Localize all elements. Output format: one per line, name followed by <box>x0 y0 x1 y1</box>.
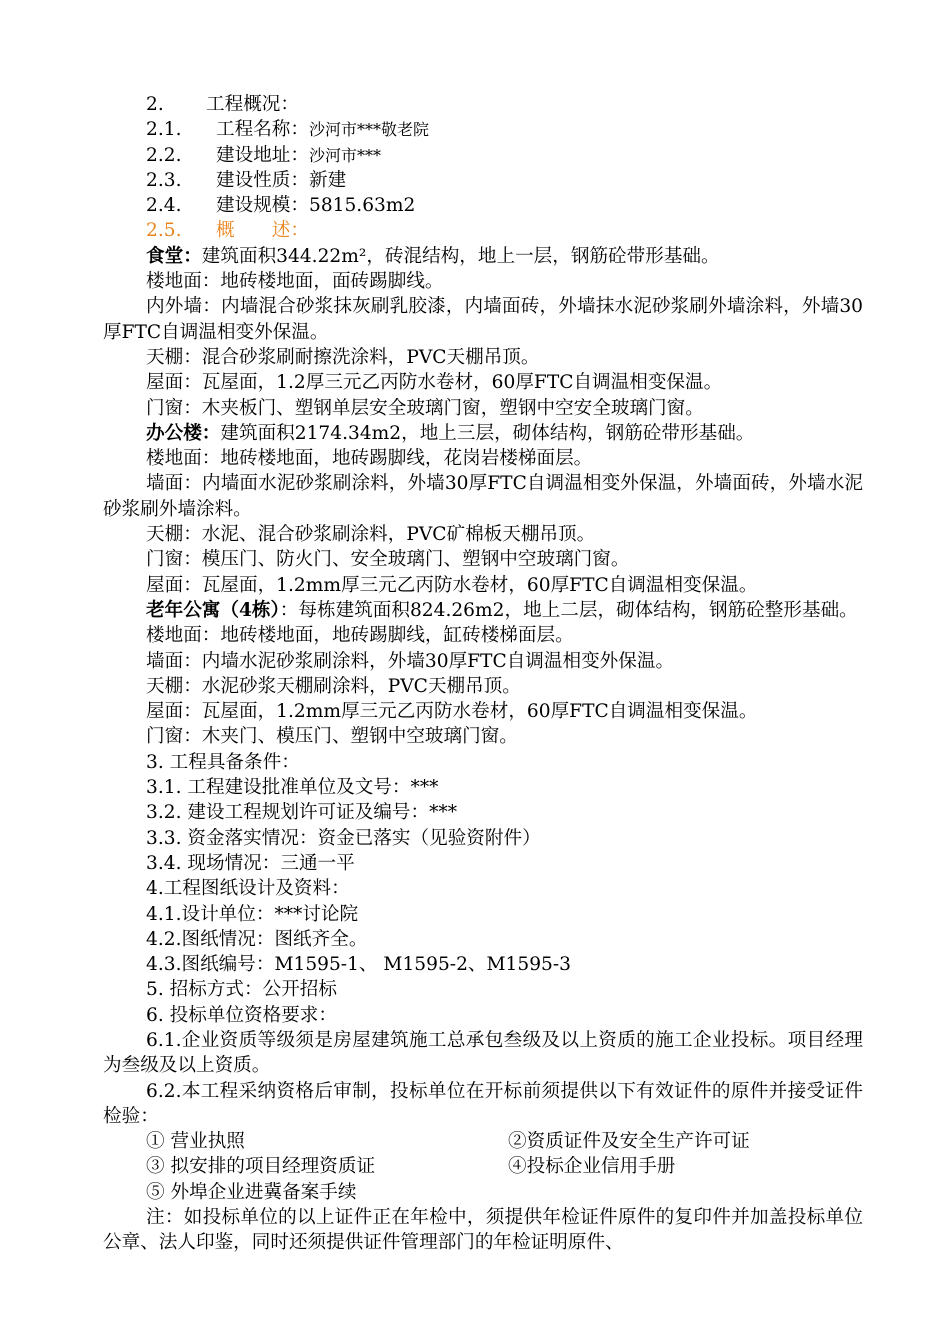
apartment-floor: 楼地面：地砖楼地面，地砖踢脚线，缸砖楼梯面层。 <box>146 625 574 647</box>
project-scale-line: 2.4. 建设规模：5815.63m2 <box>146 195 416 217</box>
section-6-note: 注：如投标单位的以上证件正在年检中，须提供年检证件原件的复印件并加盖投标单位公章、法人印鉴，同时还须提供证件管理部门的年检证明原件、 <box>103 1207 863 1254</box>
certificate-row-1 <box>103 1129 863 1154</box>
section-3-heading: 3. 工程具备条件： <box>146 751 300 773</box>
section-3-item-3: 3.3. 资金落实情况：资金已落实（见验资附件） <box>146 827 541 849</box>
section-4-item-2: 4.2.图纸情况：图纸齐全。 <box>146 928 368 950</box>
section-6-item-1: 6.1.企业资质等级须是房屋建筑施工总承包叁级及以上资质的施工企业投标。项目经理为叁级及以上资质。 <box>103 1029 863 1077</box>
section-6-heading: 6. 投标单位资格要求： <box>146 1004 337 1026</box>
canteen-ceiling: 天棚：混合砂浆刷耐擦洗涂料，PVC天棚吊顶。 <box>146 346 540 368</box>
overview-heading: 2.5. 概 述： <box>146 220 309 242</box>
office-doors: 门窗：模压门、防火门、安全玻璃门、塑钢中空玻璃门窗。 <box>146 549 630 571</box>
certificate-manager: ③ 拟安排的项目经理资质证 <box>146 1156 376 1178</box>
certificate-business-license: ① 营业执照 <box>146 1131 245 1153</box>
canteen-floor: 楼地面：地砖楼地面，面砖踢脚线。 <box>146 271 444 293</box>
section-4-heading: 4.工程图纸设计及资料： <box>146 878 350 900</box>
apartment-roof: 屋面：瓦屋面，1.2mm厚三元乙丙防水卷材，60厚FTC自调温相变保温。 <box>146 701 758 723</box>
certificate-registration: ⑤ 外埠企业进冀备案手续 <box>146 1181 357 1203</box>
section-5-heading: 5. 招标方式：公开招标 <box>146 979 337 1001</box>
canteen-doors: 门窗：木夹板门、塑钢单层安全玻璃门窗，塑钢中空安全玻璃门窗。 <box>146 397 704 419</box>
section-3-item-2: 3.2. 建设工程规划许可证及编号：*** <box>146 802 458 824</box>
canteen-roof: 屋面：瓦屋面，1.2厚三元乙丙防水卷材，60厚FTC自调温相变保温。 <box>146 372 723 394</box>
office-intro: 办公楼：建筑面积2174.34m2，地上三层，砌体结构，钢筋砼带形基础。 <box>146 422 755 444</box>
office-walls: 墙面：内墙面水泥砂浆刷涂料，外墙30厚FTC自调温相变外保温，外墙面砖，外墙水泥砂浆刷外墙涂料。 <box>103 473 863 520</box>
section-4-item-3: 4.3.图纸编号：M1595-1、 M1595-2、M1595-3 <box>146 954 571 976</box>
apartment-doors: 门窗：木夹门、模压门、塑钢中空玻璃门窗。 <box>146 726 518 748</box>
section-3-item-4: 3.4. 现场情况：三通一平 <box>146 852 355 874</box>
section-6-item-2: 6.2.本工程采纳资格后审制，投标单位在开标前须提供以下有效证件的原件并接受证件检验： <box>103 1080 863 1127</box>
project-address-line: 2.2. 建设地址：沙河市*** <box>146 144 381 166</box>
apartment-intro: 老年公寓（4栋）：每栋建筑面积824.26m2，地上二层，砌体结构，钢筋砼整形基础。 <box>146 599 858 621</box>
office-roof: 屋面：瓦屋面，1.2mm厚三元乙丙防水卷材，60厚FTC自调温相变保温。 <box>146 574 758 596</box>
canteen-intro: 食堂：建筑面积344.22m²，砖混结构，地上一层，钢筋砼带形基础。 <box>146 245 720 267</box>
project-nature-line: 2.3. 建设性质：新建 <box>146 169 347 191</box>
office-ceiling: 天棚：水泥、混合砂浆刷涂料，PVC矿棉板天棚吊顶。 <box>146 524 596 546</box>
certificate-row-3 <box>103 1180 863 1205</box>
section-2-heading: 2. 工程概况： <box>146 94 299 115</box>
section-3-item-1: 3.1. 工程建设批准单位及文号：*** <box>146 777 439 799</box>
project-name-line: 2.1. 工程名称：沙河市***敬老院 <box>146 119 429 141</box>
apartment-walls: 墙面：内墙水泥砂浆刷涂料，外墙30厚FTC自调温相变外保温。 <box>146 650 675 672</box>
canteen-walls: 内外墙：内墙混合砂浆抹灰刷乳胶漆，内墙面砖，外墙抹水泥砂浆刷外墙涂料，外墙30厚FTC自调温相变外保温。 <box>103 296 863 343</box>
office-floor: 楼地面：地砖楼地面，地砖踢脚线，花岗岩楼梯面层。 <box>146 448 593 470</box>
certificate-credit-manual: ④投标企业信用手册 <box>508 1156 676 1178</box>
certificate-row-2 <box>103 1154 863 1179</box>
apartment-ceiling: 天棚：水泥砂浆天棚刷涂料，PVC天棚吊顶。 <box>146 675 521 697</box>
document-page <box>103 92 863 1256</box>
section-4-item-1: 4.1.设计单位：***讨论院 <box>146 903 359 925</box>
certificate-qualification: ②资质证件及安全生产许可证 <box>508 1131 750 1153</box>
